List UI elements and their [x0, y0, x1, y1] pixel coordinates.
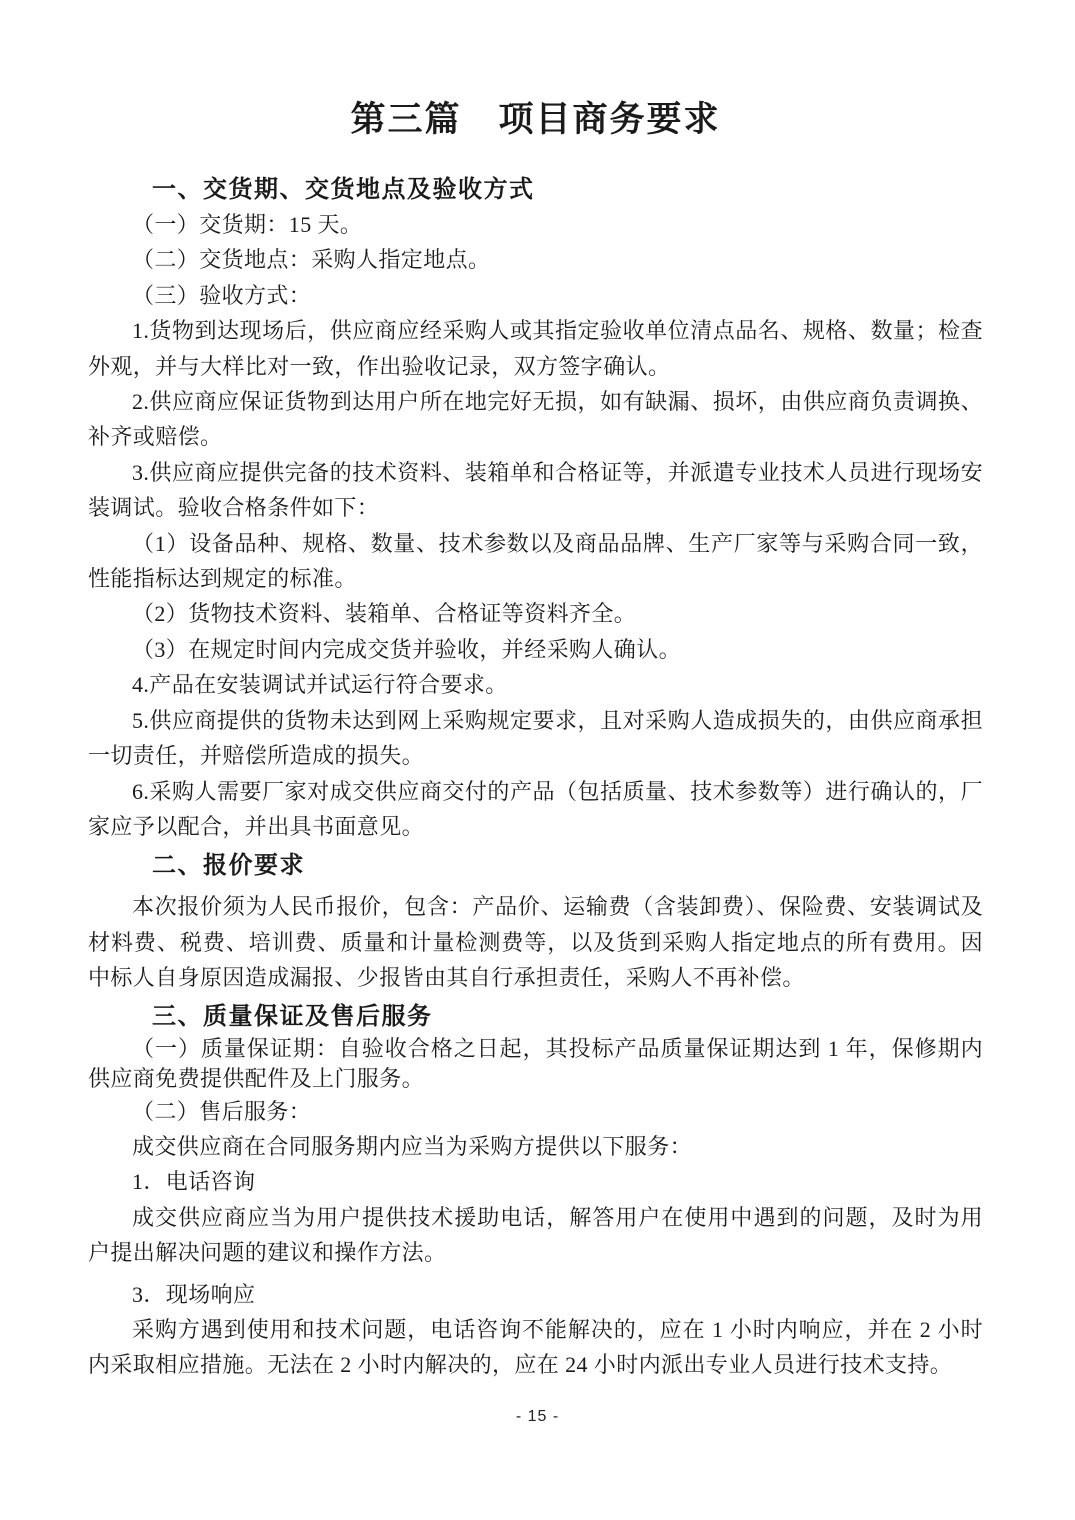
- paragraph-service-onsite-detail: 采购方遇到使用和技术问题，电话咨询不能解决的，应在 1 小时内响应，并在 2 小时内采取相应措施。无法在 2 小时内解决的，应在 24 小时内派出专业人员进行技术支持。: [88, 1316, 983, 1378]
- paragraph-after-sales: （二）售后服务：: [132, 1098, 312, 1124]
- paragraph-acceptance-3: 3.供应商应提供完备的技术资料、装箱单和合格证等，并派遣专业技术人员进行现场安装调试。验收合格条件如下：: [88, 459, 983, 521]
- paragraph-acceptance-1: 1.货物到达现场后，供应商应经采购人或其指定验收单位清点品名、规格、数量；检查外观，并与大样比对一致，作出验收记录，双方签字确认。: [88, 318, 983, 379]
- document-title: 第三篇 项目商务要求: [350, 100, 721, 139]
- section-heading-delivery: 一、交货期、交货地点及验收方式: [152, 177, 535, 203]
- paragraph-acceptance-2: 2.供应商应保证货物到达用户所在地完好无损，如有缺漏、损坏，由供应商负责调换、补齐或赔偿。: [88, 389, 983, 450]
- page-number: - 15 -: [515, 1408, 560, 1425]
- section-quotation: [88, 849, 983, 995]
- paragraph-acceptance-condition-1: （1）设备品种、规格、数量、技术参数以及商品品牌、生产厂家等与采购合同一致，性能指标达到规定的标准。: [88, 530, 983, 592]
- paragraph-service-onsite-title: 3．现场响应: [132, 1281, 256, 1307]
- paragraph-warranty-period: （一）质量保证期：自验收合格之日起，其投标产品质量保证期达到 1 年，保修期内供应商免费提供配件及上门服务。: [88, 1035, 983, 1091]
- paragraph-delivery-place: （二）交货地点：采购人指定地点。: [132, 247, 491, 273]
- section-warranty-service: [88, 1000, 983, 1383]
- paragraph-acceptance-4: 4.产品在安装调试并试运行符合要求。: [132, 672, 508, 698]
- section-heading-warranty: 三、质量保证及售后服务: [152, 1003, 433, 1030]
- paragraph-acceptance-5: 5.供应商提供的货物未达到网上采购规定要求，且对采购人造成损失的，由供应商承担一切责任，并赔偿所造成的损失。: [88, 707, 983, 769]
- paragraph-service-intro: 成交供应商在合同服务期内应当为采购方提供以下服务：: [132, 1133, 693, 1159]
- paragraph-quotation: 本次报价须为人民币报价，包含：产品价、运输费（含装卸费）、保险费、安装调试及材料费、税费、培训费、质量和计量检测费等，以及货到采购人指定地点的所有费用。因中标人自身原因造成漏报、少报皆由其自行承担责任，采购人不再补偿。: [88, 894, 983, 991]
- paragraph-acceptance-condition-2: （2）货物技术资料、装箱单、合格证等资料齐全。: [132, 601, 637, 627]
- paragraph-service-phone-title: 1．电话咨询: [132, 1169, 256, 1195]
- paragraph-service-phone-detail: 成交供应商应当为用户提供技术援助电话，解答用户在使用中遇到的问题，及时为用户提出解决问题的建议和操作方法。: [88, 1204, 983, 1266]
- section-heading-quotation: 二、报价要求: [152, 853, 305, 880]
- paragraph-acceptance-method: （三）验收方式：: [132, 282, 312, 308]
- paragraph-acceptance-6: 6.采购人需要厂家对成交供应商交付的产品（包括质量、技术参数等）进行确认的，厂家应予以配合，并出具书面意见。: [88, 778, 983, 839]
- paragraph-acceptance-condition-3: （3）在规定时间内完成交货并验收，并经采购人确认。: [132, 636, 682, 662]
- paragraph-delivery-period: （一）交货期：15 天。: [132, 212, 363, 237]
- section-delivery-acceptance: [88, 173, 983, 844]
